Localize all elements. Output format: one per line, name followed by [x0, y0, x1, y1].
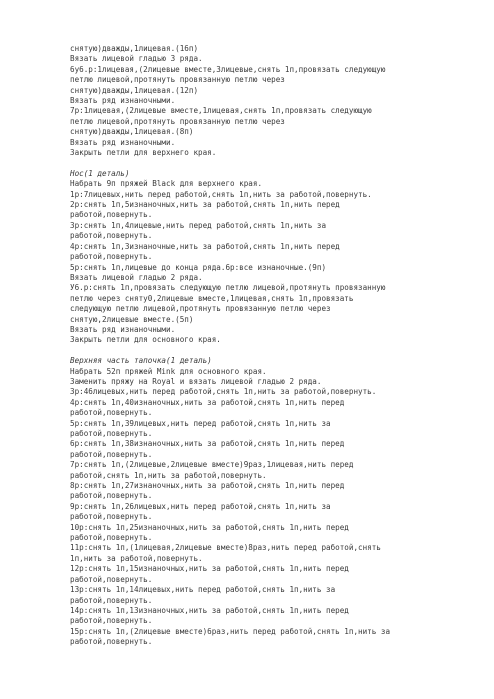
text-line: работой,повернуть. — [70, 210, 153, 220]
text-line: 1п,нить за работой,повернуть. — [70, 553, 203, 563]
text-line: 13р:снять 1п,14лицевых,нить перед работой,снять 1п,нить за — [70, 585, 336, 595]
text-line: петлю лицевой,протянуть провязанную петлю через — [70, 116, 285, 126]
text-line: 4р:снять 1п,3изнаночные,нить за работой,снять 1п,нить перед — [70, 241, 340, 251]
text-line: снятую)дважды,1лицевая.(16п) — [70, 44, 199, 53]
text-line: работой,повернуть. — [70, 252, 153, 262]
text-line: 7р:1лицевая,(2лицевые вместе,1лицевая,снять 1п,провязать следующую — [70, 106, 372, 116]
section-heading-nose: Нос(1 деталь) — [70, 168, 130, 178]
text-line: работой,повернуть. — [70, 408, 153, 418]
text-line: Закрыть петли для основного края. — [70, 335, 221, 345]
section-nose — [70, 169, 474, 346]
text-line: снятую)дважды,1лицевая.(12п) — [70, 85, 199, 95]
text-line: работой,снять 1п,нить за работой,повернуть. — [70, 470, 267, 480]
text-line: снятую)дважды,1лицевая.(8п) — [70, 127, 194, 137]
text-line: Вязать лицевой гладью 3 ряда. — [70, 54, 203, 64]
text-line: 10р:снять 1п,25изнаночных,нить за работой,снять 1п,нить перед — [70, 522, 349, 532]
text-line: Набрать 52п пряжей Mink для основного края. — [70, 366, 267, 376]
text-line: У6.р:снять 1п,провязать следующую петлю лицевой,протянуть провязанную — [70, 283, 386, 293]
text-line: петлю через сняту0,2лицевые вместе,1лицевая,снять 1п,провязать — [70, 293, 354, 303]
text-line: работой,повернуть. — [70, 449, 153, 459]
text-line: 14р:снять 1п,13изнаночных,нить за работой,снять 1п,нить перед — [70, 605, 349, 615]
text-line: Вязать ряд изнаночными. — [70, 96, 176, 106]
text-line: Вязать ряд изнаночными. — [70, 137, 176, 147]
text-line: 6у6.р:1лицевая,(2лицевые вместе,3лицевые,снять 1п,провязать следующую — [70, 64, 386, 74]
text-line: 3р:46лицевых,нить перед работой,снять 1п,нить за работой,повернуть. — [70, 387, 377, 397]
text-line: работой,повернуть. — [70, 512, 153, 522]
text-line: 1р:7лицевых,нить перед работой,снять 1п,нить за работой,повернуть. — [70, 189, 372, 199]
text-line: работой,повернуть. — [70, 616, 153, 626]
text-line: 7р:снять 1п,(2лицевые,2лицевые вместе)9раз,1лицевая,нить перед — [70, 460, 354, 470]
text-line: 5р:снять 1п,лицевые до конца ряда.6р:все изнаночные.(9п) — [70, 262, 327, 272]
section-top — [70, 44, 474, 158]
text-line: 4р:снять 1п,40изнаночных,нить за работой,снять 1п,нить перед — [70, 397, 345, 407]
text-line: снятую,2лицевые вместе.(5п) — [70, 314, 194, 324]
text-line: 11р:снять 1п,(1лицевая,2лицевые вместе)8раз,нить перед работой,снять — [70, 543, 381, 553]
text-line: Набрать 9п пряжей Black для верхнего края. — [70, 179, 263, 189]
text-line: работой,повернуть. — [70, 574, 153, 584]
text-line: работой,повернуть. — [70, 231, 153, 241]
paragraph-gap — [70, 346, 474, 356]
text-line: Закрыть петли для верхнего края. — [70, 148, 217, 158]
text-line: работой,повернуть. — [70, 637, 153, 647]
text-line: 3р:снять 1п,4лицевые,нить перед работой,снять 1п,нить за — [70, 220, 327, 230]
text-line: работой,повернуть. — [70, 595, 153, 605]
text-line: работой,повернуть. — [70, 533, 153, 543]
text-line: 6р:снять 1п,38изнаночных,нить за работой,снять 1п,нить перед — [70, 439, 345, 449]
document-page — [70, 44, 474, 648]
text-line: Заменить пряжу на Royal и вязать лицевой гладью 2 ряда. — [70, 376, 322, 386]
text-line: 12р:снять 1п,15изнаночных,нить за работой,снять 1п,нить перед — [70, 564, 349, 574]
text-line: следующую петлю лицевой,протянуть провязанную петлю через — [70, 304, 331, 314]
section-upper — [70, 356, 474, 647]
text-line: 2р:снять 1п,5изнаночных,нить за работой,снять 1п,нить перед — [70, 200, 340, 210]
paragraph-gap — [70, 158, 474, 168]
section-heading-upper: Верхняя часть тапочка(1 деталь) — [70, 356, 212, 366]
text-line: работой,повернуть. — [70, 491, 153, 501]
text-line: петлю лицевой,протянуть провязанную петлю через — [70, 75, 285, 85]
text-line: 5р:снять 1п,39лицевых,нить перед работой,снять 1п,нить за — [70, 418, 331, 428]
text-line: 9р:снять 1п,26лицевых,нить перед работой,снять 1п,нить за — [70, 501, 331, 511]
text-line: Вязать ряд изнаночными. — [70, 324, 176, 334]
text-line: 8р:снять 1п,27изнаночных,нить за работой,снять 1п,нить перед — [70, 481, 345, 491]
text-line: Вязать лицевой гладью 2 ряда. — [70, 272, 203, 282]
text-line: 15р:снять 1п,(2лицевые вместе)6раз,нить перед работой,снять 1п,нить за — [70, 626, 391, 636]
text-line: работой,повернуть. — [70, 429, 153, 438]
